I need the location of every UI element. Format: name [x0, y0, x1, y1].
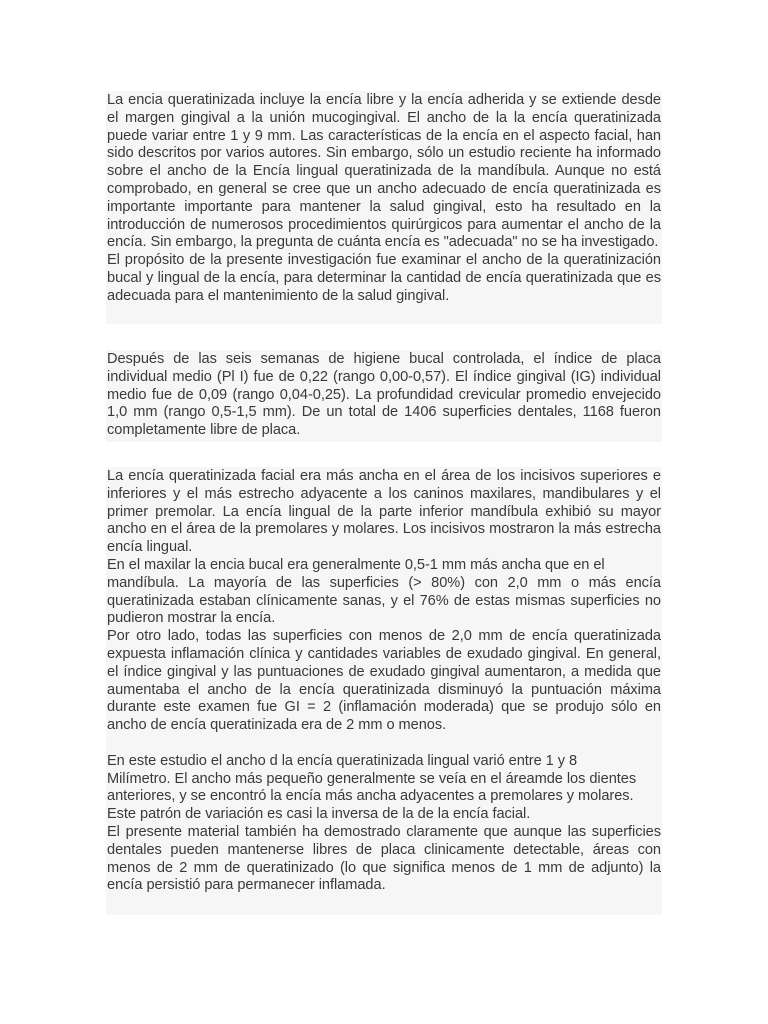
paragraph: mandíbula. La mayoría de las superficies (> 80%) con 2,0 mm o más encía queratinizada estaban clínicamente sanas, y el 76% de estas mismas superficies no pudieron mostrar la encía.: [107, 574, 661, 627]
paragraph: Milímetro. El ancho más pequeño generalmente se veía en el áreamde los dientes anteriores, y se encontró la encía más ancha adyacentes a premolares y molares. Este patrón de variación es casi la inversa de la de la encía facial.: [107, 770, 637, 823]
paragraph: Después de las seis semanas de higiene bucal controlada, el índice de placa individual medio (Pl I) fue de 0,22 (rango 0,00-0,57). El índice gingival (IG) individual medio fue de 0,09 (rango 0,04-0,25). La profundidad crevicular promedio envejecido 1,0 mm (rango 0,5-1,5 mm). De un total de 1406 superficies dentales, 1168 fueron completamente libre de placa.: [107, 351, 661, 439]
paragraph: Por otro lado, todas las superficies con menos de 2,0 mm de encía queratinizada expuesta inflamación clínica y cantidades variables de exudado gingival. En general, el índice gingival y las puntuaciones de exudado gingival aumentaron, a medida que aumentaba el ancho de la encía queratinizada disminuyó la puntuación máxima durante este examen fue GI = 2 (inflamación moderada) que se produjo sólo en ancho de encía queratinizada era de 2 mm o menos.: [107, 628, 661, 734]
text-block-introduction: [106, 91, 662, 324]
paragraph: La encia queratinizada incluye la encía libre y la encía adherida y se extiende desde el margen gingival a la unión mucogingival. El ancho de la la encía queratinizada puede variar entre 1 y 9 mm. Las características de la encía en el aspecto facial, han sido descritos por varios autores. Sin embargo, sólo un estudio reciente ha informado sobre el ancho de la Encía lingual queratinizada de la mandíbula. Aunque no está comprobado, en general se cree que un ancho adecuado de encía queratinizada es importante importante para mantener la salud gingival, esto ha resultado en la introducción de numerosos procedimientos quirúrgicos para aumentar el ancho de la encía. Sin embargo, la pregunta de cuánta encía es "adecuada" no se ha investigado.: [107, 92, 661, 251]
paragraph: En este estudio el ancho d la encía queratinizada lingual varió entre 1 y 8: [107, 752, 578, 769]
paragraph: La encía queratinizada facial era más ancha en el área de los incisivos superiores e inferiores y el más estrecho adyacente a los caninos maxilares, mandibulares y el primer premolar. La encía lingual de la parte inferior mandíbula exhibió su mayor ancho en el área de la premolares y molares. Los incisivos mostraron la más estrecha encía lingual.: [107, 468, 661, 556]
paragraph: El presente material también ha demostrado claramente que aunque las superficies dentales pueden mantenerse libres de placa clinicamente detectable, áreas con menos de 2 mm de queratinizado (lo que significa menos de 1 mm de adjunto) la encía persistió para permanecer inflamada.: [107, 823, 661, 894]
paragraph: En el maxilar la encia bucal era generalmente 0,5-1 mm más ancha que en el: [107, 556, 605, 573]
text-block-results-gingiva: [106, 467, 662, 915]
paragraph: El propósito de la presente investigación fue examinar el ancho de la queratinización bucal y lingual de la encía, para determinar la cantidad de encía queratinizada que es adecuada para el mantenimiento de la salud gingival.: [107, 252, 661, 304]
text-block-results-plaque: [106, 350, 662, 442]
paragraph-spacer: [107, 735, 661, 753]
